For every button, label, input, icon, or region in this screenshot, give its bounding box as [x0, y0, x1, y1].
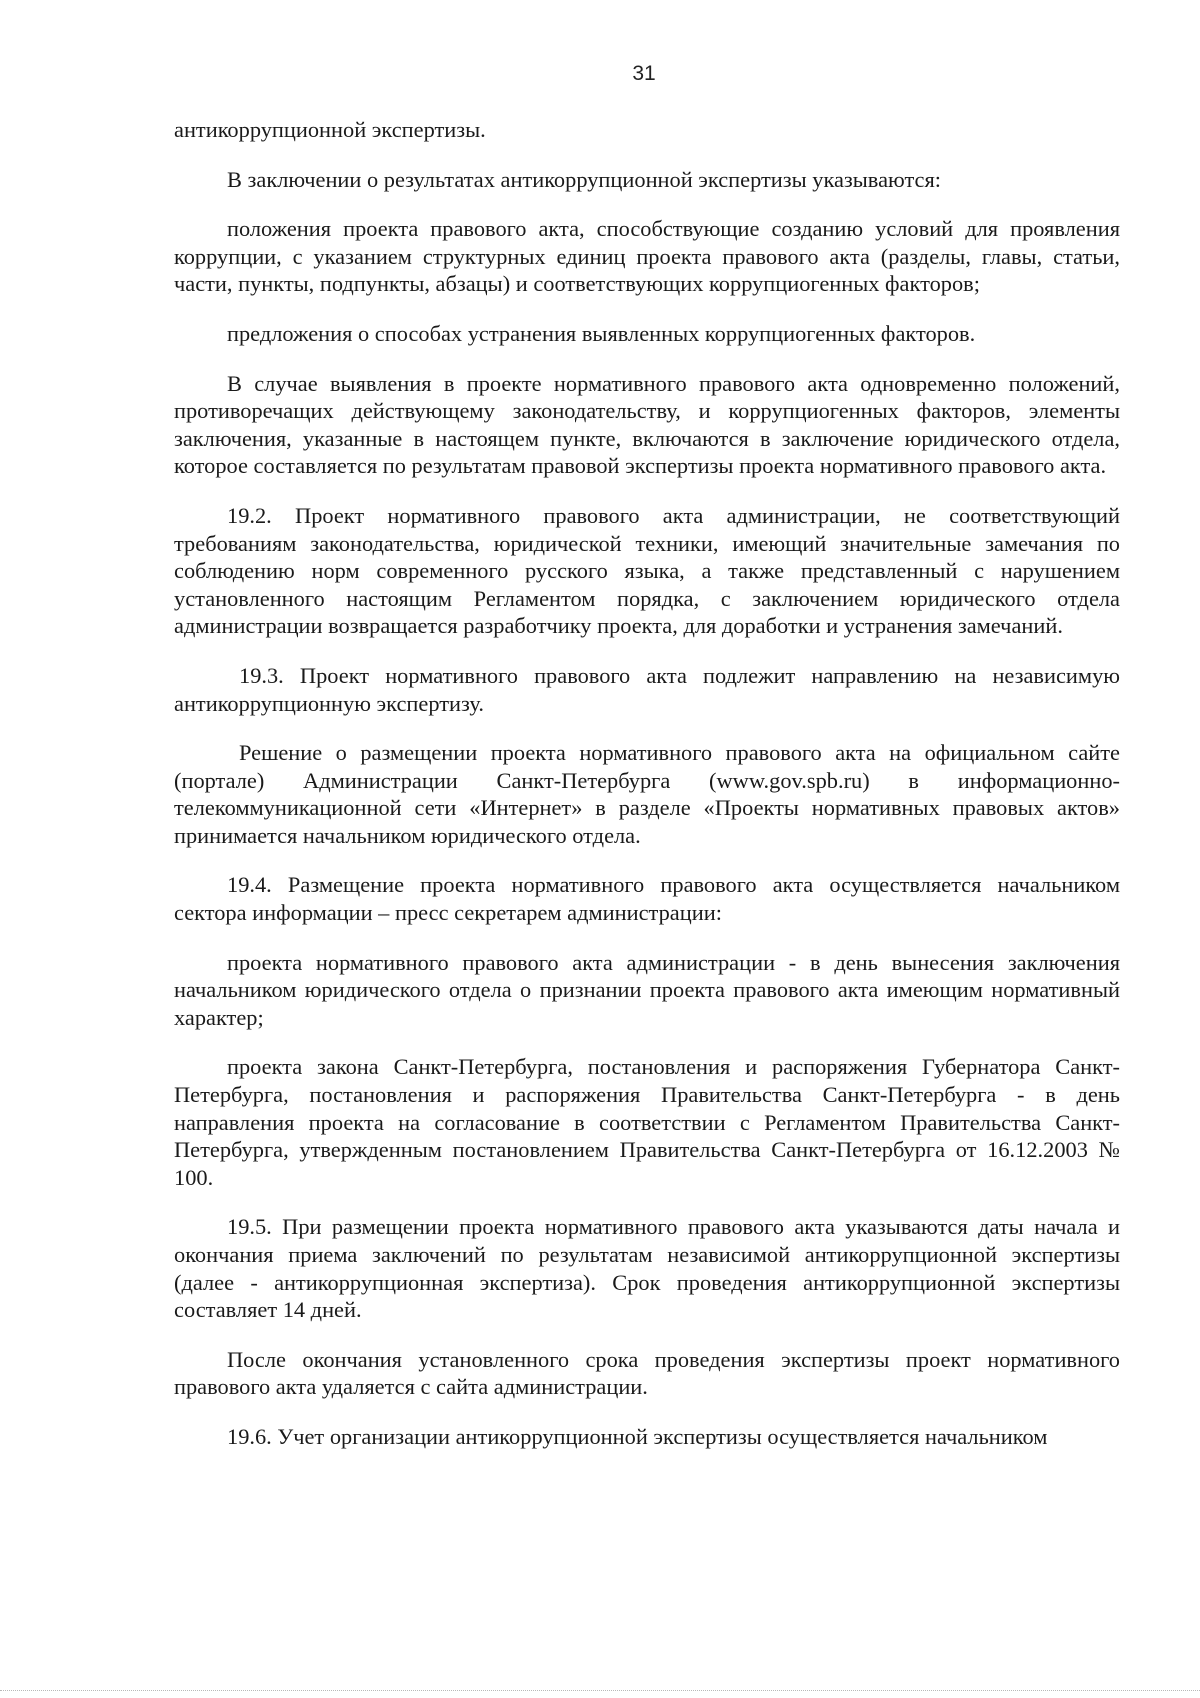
paragraph: 19.3. Проект нормативного правового акта подлежит направлению на независимую антикоррупционную экспертизу.: [174, 662, 1120, 716]
paragraph: 19.2. Проект нормативного правового акта администрации, не соответствующий требованиям законодательства, юридической техники, имеющий значительные замечания по соблюдению норм современного русского языка, а также представленный с нарушением установленного настоящим Регламентом порядка, с заключением юридического отдела администрации возвращается разработчику проекта, для доработки и устранения замечаний.: [174, 502, 1120, 639]
paragraph: 19.5. При размещении проекта нормативного правового акта указываются даты начала и окончания приема заключений по результатам независимой антикоррупционной экспертизы (далее - антикоррупционная экспертиза). Срок проведения антикоррупционной экспертизы составляет 14 дней.: [174, 1214, 1120, 1323]
scan-edge-divider: [0, 1690, 1200, 1691]
paragraph: В случае выявления в проекте нормативного правового акта одновременно положений, противоречащих действующему законодательству, и коррупциогенных факторов, элементы заключения, указанные в настоящем пункте, включаются в заключение юридического отдела, которое составляется по результатам правовой экспертизы проекта нормативного правового акта.: [174, 370, 1120, 479]
paragraph: В заключении о результатах антикоррупционной экспертизы указываются:: [227, 166, 941, 192]
paragraph: антикоррупционной экспертизы.: [174, 117, 486, 142]
paragraph: После окончания установленного срока проведения экспертизы проект нормативного правового акта удаляется с сайта администрации.: [174, 1346, 1120, 1400]
paragraph: положения проекта правового акта, способствующие созданию условий для проявления коррупции, с указанием структурных единиц проекта правового акта (разделы, главы, статьи, части, пункты, подпункты, абзацы) и соответствующих коррупциогенных факторов;: [174, 216, 1120, 297]
paragraph: предложения о способах устранения выявленных коррупциогенных факторов.: [227, 320, 976, 346]
document-body: [174, 116, 1120, 1451]
paragraph: проекта нормативного правового акта администрации - в день вынесения заключения начальником юридического отдела о признании проекта правового акта имеющим нормативный характер;: [174, 949, 1120, 1030]
paragraph: 19.4. Размещение проекта нормативного правового акта осуществляется начальником сектора информации – пресс секретарем администрации:: [174, 872, 1120, 926]
page-number: 31: [632, 62, 656, 85]
paragraph: 19.6. Учет организации антикоррупционной экспертизы осуществляется начальником: [227, 1423, 1048, 1449]
paragraph: проекта закона Санкт-Петербурга, постановления и распоряжения Губернатора Санкт-Петербурга, постановления и распоряжения Правительства Санкт-Петербурга - в день направления проекта на согласование в соответствии с Регламентом Правительства Санкт-Петербурга, утвержденным постановлением Правительства Санкт-Петербурга от 16.12.2003 № 100.: [174, 1054, 1120, 1190]
paragraph: Решение о размещении проекта нормативного правового акта на официальном сайте (портале) Администрации Санкт-Петербурга (www.gov.spb.ru) в информационно-телекоммуникационной сети «Интернет» в разделе «Проекты нормативных правовых актов» принимается начальником юридического отдела.: [174, 740, 1120, 848]
